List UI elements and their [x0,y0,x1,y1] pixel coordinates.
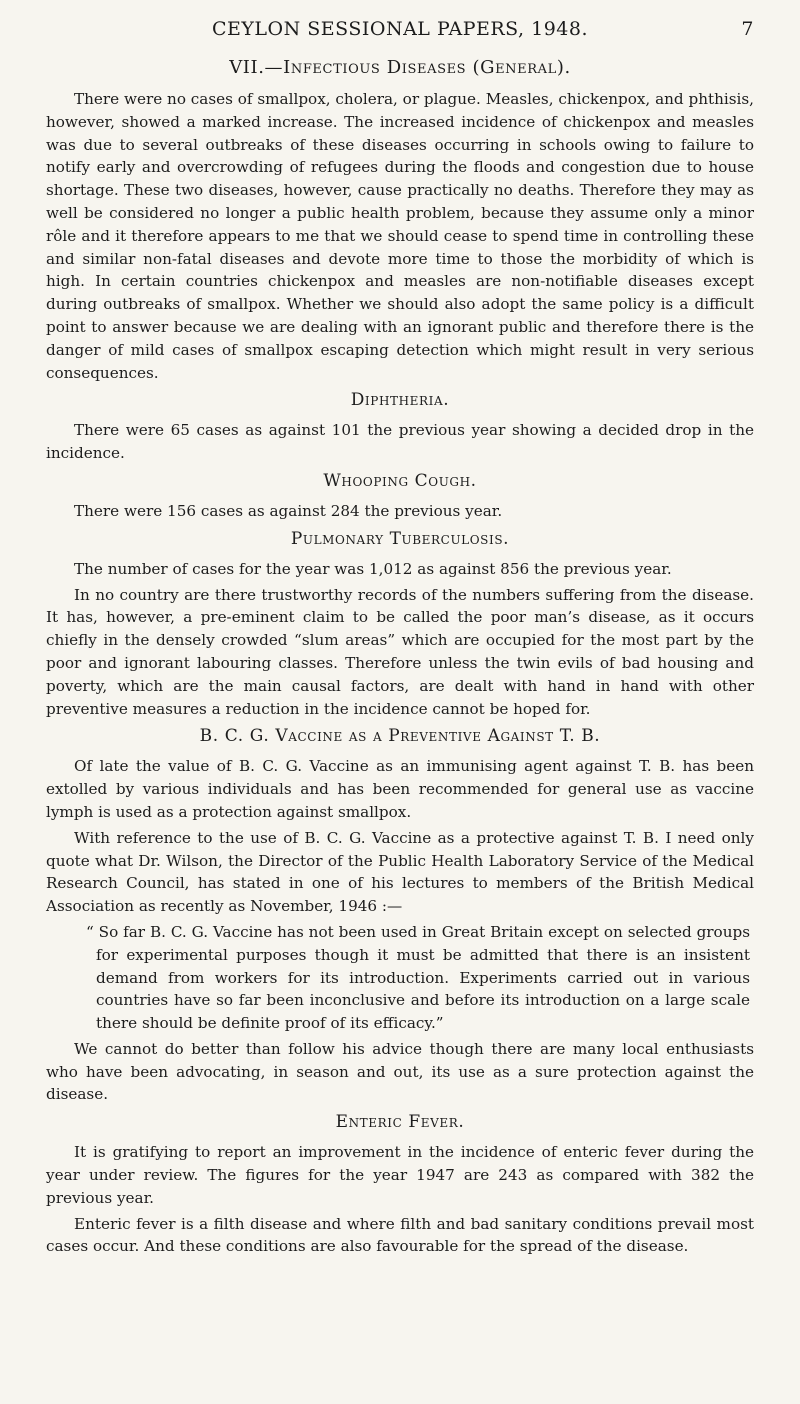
enteric-fever-paragraph-2: Enteric fever is a filth disease and where filth and bad sanitary conditions prevail most cases occur. And these conditions are also favourable for the spread of the disease. [46,1214,754,1256]
bcg-paragraph-3: We cannot do better than follow his advice though there are many local enthusiasts who have been advocating, in season and out, its use as a sure protection against the disease. [46,1039,754,1104]
running-head-title: CEYLON SESSIONAL PAPERS, 1948. [211,18,588,40]
running-head [46,12,754,52]
pulmonary-tb-heading: Pulmonary Tuberculosis. [290,528,510,549]
section-title: VII.—Infectious Diseases (General). [229,57,571,78]
page-number: 7 [741,18,754,40]
wilson-quote: “ So far B. C. G. Vaccine has not been used in Great Britain except on selected groups for experimental purposes though it must be admitted that there is an insistent demand from workers for its introduction. Experiments carried out in various countries have so far been inconclusive and before its introduction on a large scale there should be definite proof of its efficacy.” [86,922,750,1033]
bcg-paragraph-1: Of late the value of B. C. G. Vaccine as an immunising agent against T. B. has been extolled by various individuals and has been recommended for general use as vaccine lymph is used as a protection against smallpox. [46,757,754,821]
bcg-heading: B. C. G. Vaccine as a Preventive Against T. B. [199,726,601,747]
enteric-fever-paragraph-1: It is gratifying to report an improvement in the incidence of enteric fever during the year under review. The figures for the year 1947 are 243 as compared with 382 the previous year. [46,1143,754,1207]
whooping-cough-heading: Whooping Cough. [323,470,477,491]
enteric-fever-heading: Enteric Fever. [335,1112,465,1133]
diphtheria-heading: Diphtheria. [350,390,450,411]
whooping-cough-paragraph: There were 156 cases as against 284 the previous year. [74,501,503,520]
bcg-paragraph-2: With reference to the use of B. C. G. Vaccine as a protective against T. B. I need only quote what Dr. Wilson, the Director of the Public Health Laboratory Service of the Medical Research Council, has stated in one of his lectures to members of the British Medical Association as recently as November, 1946 :— [46,828,754,916]
pulmonary-tb-paragraph-2: In no country are there trustworthy records of the numbers suffering from the disease. It has, however, a pre-eminent claim to be called the poor man’s disease, as it occurs chiefly in the densely crowded “slum areas” which are occupied for the most part by the poor and ignorant labouring classes. Therefore unless the twin evils of bad housing and poverty, which are the main causal factors, are dealt with hand in hand with other preventive measures a reduction in the incidence cannot be hoped for. [46,585,754,718]
intro-paragraph: There were no cases of smallpox, cholera, or plague. Measles, chickenpox, and phthisis, however, showed a marked increase. The increased incidence of chickenpox and measles was due to several outbreaks of these diseases occurring in schools owing to failure to notify early and overcrowding of refugees during the floods and congestion due to house shortage. These two diseases, however, cause practically no deaths. Therefore they may as well be considered no longer a public health problem, because they assume only a minor rôle and it therefore appears to me that we should cease to spend time in controlling these and similar non-fatal diseases and devote more time to those the morbidity of which is high. In certain countries chickenpox and measles are non-notifiable diseases except during outbreaks of smallpox. Whether we should also adopt the same policy is a difficult point to answer because we are dealing with an ignorant public and therefore there is the danger of mild cases of smallpox escaping detection which might result in very serious consequences. [46,90,754,382]
diphtheria-paragraph: There were 65 cases as against 101 the previous year showing a decided drop in the incidence. [46,421,754,463]
pulmonary-tb-paragraph-1: The number of cases for the year was 1,012 as against 856 the previous year. [74,559,672,578]
